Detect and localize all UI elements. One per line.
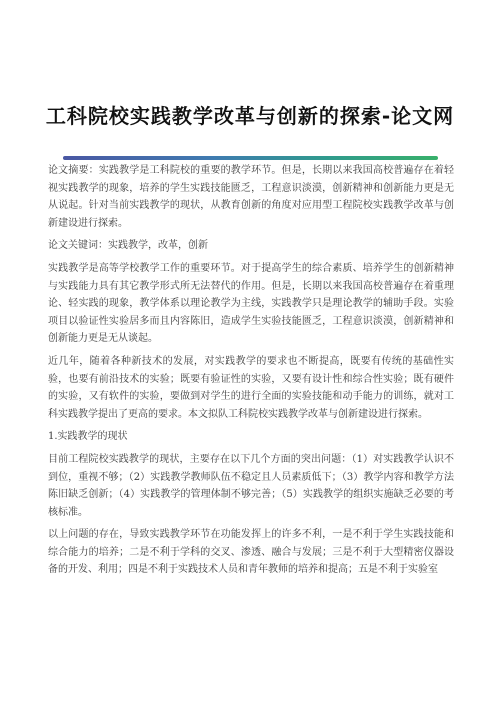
body-paragraph: 目前工程院校实践教学的现状，主要存在以下几个方面的突出问题：（1）对实践教学认识不到位，重视不够；（2）实践教学教师队伍不稳定且人员素质低下；（3）教学内容和教学方法陈旧缺乏创新；（4）实践教学的管理体制不够完善；（5）实践教学的组织实施缺乏必要的考核标准。 xyxy=(48,453,454,518)
article-body xyxy=(48,162,454,584)
keywords-line: 论文关键词：实践教学，改革，创新 xyxy=(48,240,208,252)
body-paragraph: 近几年，随着各种新技术的发展，对实践教学的要求也不断提高，既要有传统的基础性实验，也要有前沿技术的实验；既要有验证性的实验，又要有设计性和综合性实验；既有硬件的实验，又有软件的实验，要做到对学生的进行全面的实验技能和动手能力的训练，就对工科实践教学提出了更高的要求。本文拟队工科院校实践教学改革与创新建设进行探索。 xyxy=(48,355,454,420)
title-divider xyxy=(63,156,438,160)
abstract-paragraph: 论文摘要：实践教学是工科院校的重要的教学环节。但是，长期以来我国高校普遍存在着轻视实践教学的现象，培养的学生实践技能匮乏，工程意识淡漠，创新精神和创新能力更是无从说起。针对当前实践教学的现状，从教育创新的角度对应用型工程院校实践教学改革与创新建设进行探索。 xyxy=(48,165,454,229)
page-title: 工科院校实践教学改革与创新的探索-论文网 xyxy=(45,104,455,128)
body-paragraph: 实践教学是高等学校教学工作的重要环节。对于提高学生的综合素质、培养学生的创新精神与实践能力具有其它教学形式所无法替代的作用。但是，长期以来我国高校普遍存在着重理论、轻实践的现象，教学体系以理论教学为主线，实践教学只是理论教学的辅助手段。实验项目以验证性实验居多而且内容陈旧，造成学生实验技能匮乏，工程意识淡漠，创新精神和创新能力更是无从谈起。 xyxy=(48,262,454,345)
body-paragraph: 以上问题的存在，导致实践教学环节在功能发挥上的许多不利，一是不利于学生实践技能和综合能力的培养；二是不利于学科的交叉、渗透、融合与发展；三是不利于大型精密仪器设备的开发、利用；四是不利于实践技术人员和青年教师的培养和提高；五是不利于实验室 xyxy=(48,529,454,576)
section-heading: 1.实践教学的现状 xyxy=(48,431,128,443)
